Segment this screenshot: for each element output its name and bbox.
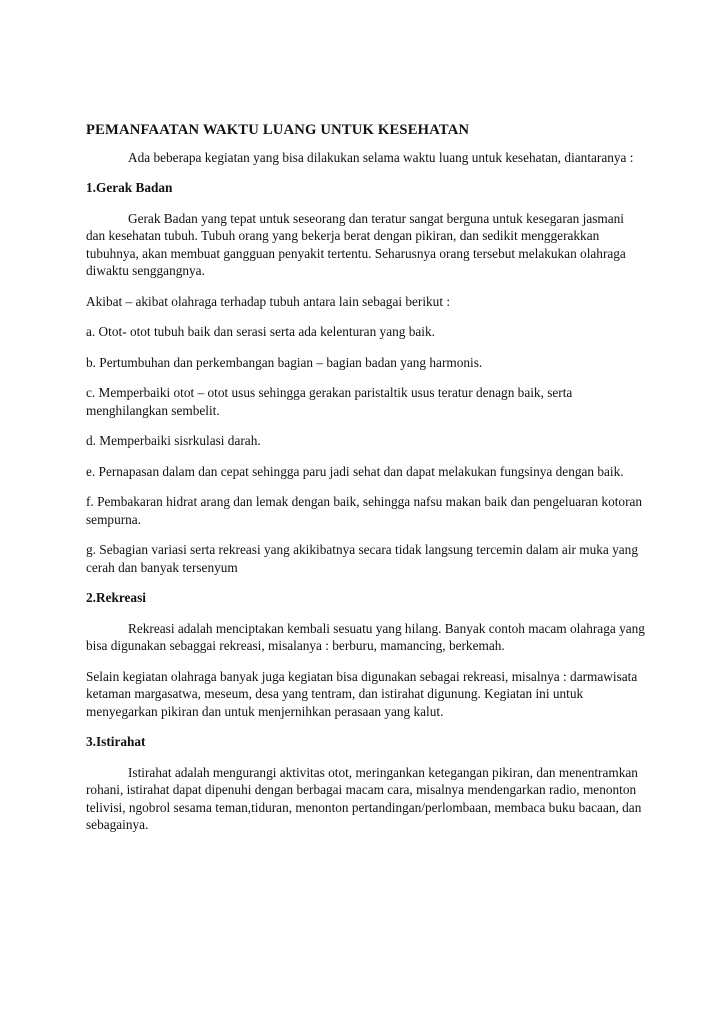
list-item: g. Sebagian variasi serta rekreasi yang akikibatnya secara tidak langsung tercemin dalam air muka yang cerah dan banyak tersenyum xyxy=(86,542,638,575)
list-item: d. Memperbaiki sisrkulasi darah. xyxy=(86,433,261,448)
rekreasi-paragraph: Rekreasi adalah menciptakan kembali sesuatu yang hilang. Banyak contoh macam olahraga yang bisa digunakan sebaggai rekreasi, misalanya : berburu, mamancing, berkemah. xyxy=(86,620,645,653)
list-item: e. Pernapasan dalam dan cepat sehingga paru jadi sehat dan dapat melakukan fungsinya dengan baik. xyxy=(86,463,624,479)
section-heading-istirahat: 3.Istirahat xyxy=(86,734,146,749)
section-heading-gerak-badan: 1.Gerak Badan xyxy=(86,180,173,195)
list-item: b. Pertumbuhan dan perkembangan bagian – bagian badan yang harmonis. xyxy=(86,354,483,370)
list-item: f. Pembakaran hidrat arang dan lemak dengan baik, sehingga nafsu makan baik dan pengeluaran kotoran sempurna. xyxy=(86,494,643,527)
istirahat-paragraph: Istirahat adalah mengurangi aktivitas otot, meringankan ketegangan pikiran, dan menentramkan rohani, istirahat dapat dipenuhi dengan berbagai macam cara, misalnya mendengarkan radio, menonton telivisi, ngobrol sesama teman,tiduran, menonton pertandingan/perlombaan, membaca buku bacaan, dan sebagainya. xyxy=(86,764,642,832)
intro-paragraph: Ada beberapa kegiatan yang bisa dilakukan selama waktu luang untuk kesehatan, diantaranya : xyxy=(128,149,634,165)
rekreasi-paragraph-2: Selain kegiatan olahraga banyak juga kegiatan bisa digunakan sebagai rekreasi, misalnya : darmawisata ketaman margasatwa, meseum, desa yang tentram, dan istirahat digunung. Kegiatan ini untuk menyegarkan pikiran dan untuk menjernihkan perasaan yang kalut. xyxy=(86,668,638,719)
document-page xyxy=(86,122,646,834)
effects-intro: Akibat – akibat olahraga terhadap tubuh antara lain sebagai berikut : xyxy=(86,293,451,309)
gerak-badan-paragraph: Gerak Badan yang tepat untuk seseorang dan teratur sangat berguna untuk kesegaran jasmani dan kesehatan tubuh. Tubuh orang yang bekerja berat dengan pikiran, dan sedikit menggerakkan tubuhnya, akan membuat gangguan penyakit tertentu. Seharusnya orang tersebut melakukan olahraga diwaktu senggangnya. xyxy=(86,210,626,278)
list-item: c. Memperbaiki otot – otot usus sehingga gerakan paristaltik usus teratur denagn baik, serta menghilangkan sembelit. xyxy=(86,385,573,418)
section-heading-rekreasi: 2.Rekreasi xyxy=(86,590,146,605)
list-item: a. Otot- otot tubuh baik dan serasi serta ada kelenturan yang baik. xyxy=(86,324,435,339)
document-title: PEMANFAATAN WAKTU LUANG UNTUK KESEHATAN xyxy=(86,122,470,138)
